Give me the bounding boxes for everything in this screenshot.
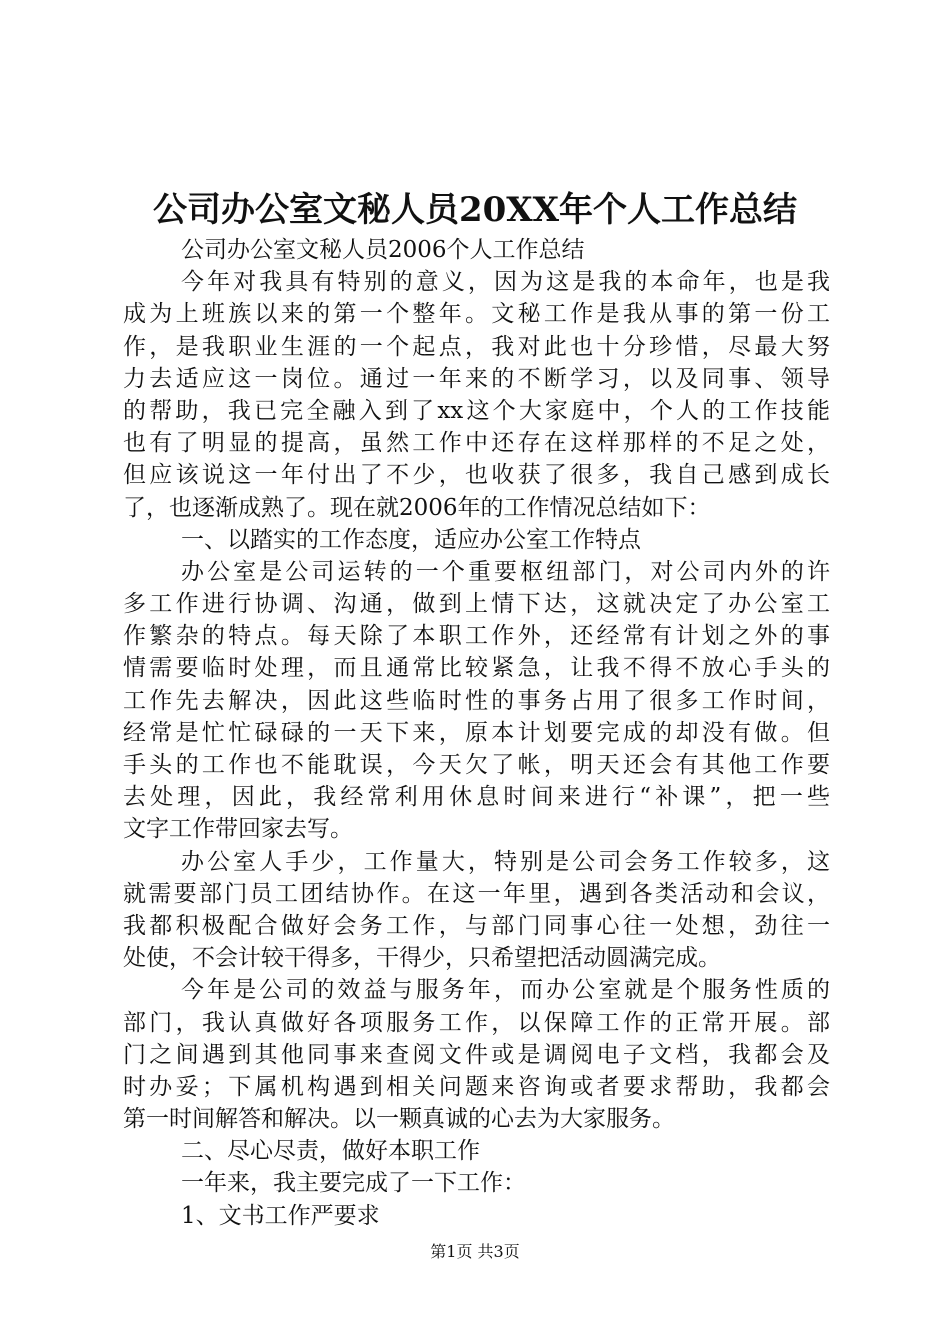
text-line: 的帮助，我已完全融入到了xx这个大家庭中，个人的工作技能 (123, 397, 830, 424)
text-line: 一年来，我主要完成了一下工作： (181, 1170, 526, 1197)
text-line: 门之间遇到其他同事来查阅文件或是调阅电子文档，我都会及 (123, 1041, 830, 1068)
section-heading: 一、以踏实的工作态度，适应办公室工作特点 (181, 526, 641, 553)
text-line: 我都积极配合做好会务工作，与部门同事心往一处想，劲往一 (123, 912, 830, 939)
text-line: 处使，不会计较干得多，干得少，只希望把活动圆满完成。 (123, 945, 721, 972)
page-number: 第1页 共3页 (430, 1242, 520, 1261)
text-line: 去处理，因此，我经常利用休息时间来进行“补课”，把一些 (123, 784, 830, 811)
document-body (123, 234, 830, 1232)
text-line: 部门，我认真做好各项服务工作，以保障工作的正常开展。部 (123, 1009, 830, 1036)
text-line: 经常是忙忙碌碌的一天下来，原本计划要完成的却没有做。但 (123, 719, 830, 746)
text-line: 但应该说这一年付出了不少，也收获了很多，我自己感到成长 (123, 462, 830, 489)
text-line: 作繁杂的特点。每天除了本职工作外，还经常有计划之外的事 (123, 623, 830, 650)
text-line: 今年对我具有特别的意义，因为这是我的本命年，也是我 (181, 269, 830, 296)
section-heading: 二、尽心尽责，做好本职工作 (181, 1138, 480, 1165)
text-line: 力去适应这一岗位。通过一年来的不断学习，以及同事、领导 (123, 365, 830, 392)
text-line: 办公室是公司运转的一个重要枢纽部门，对公司内外的许 (181, 558, 830, 585)
document-title: 公司办公室文秘人员20XX年个人工作总结 (152, 190, 798, 230)
text-line: 今年是公司的效益与服务年，而办公室就是个服务性质的 (181, 977, 830, 1004)
text-line: 手头的工作也不能耽误，今天欠了帐，明天还会有其他工作要 (123, 752, 830, 778)
text-line: 了，也逐渐成熟了。现在就2006年的工作情况总结如下： (123, 494, 711, 521)
text-line: 也有了明显的提高，虽然工作中还存在这样那样的不足之处， (123, 430, 830, 457)
text-line: 文字工作带回家去写。 (123, 816, 353, 843)
text-line: 第一时间解答和解决。以一颗真诚的心去为大家服务。 (123, 1106, 675, 1133)
text-line: 就需要部门员工团结协作。在这一年里，遇到各类活动和会议， (123, 880, 830, 907)
text-line: 成为上班族以来的第一个整年。文秘工作是我从事的第一份工 (123, 301, 830, 328)
text-line: 作，是我职业生涯的一个起点，我对此也十分珍惜，尽最大努 (123, 333, 830, 360)
text-line: 工作先去解决，因此这些临时性的事务占用了很多工作时间， (123, 687, 830, 714)
text-line: 时办妥；下属机构遇到相关问题来咨询或者要求帮助，我都会 (123, 1073, 830, 1100)
text-line: 多工作进行协调、沟通，做到上情下达，这就决定了办公室工 (123, 591, 830, 618)
text-line: 办公室人手少，工作量大，特别是公司会务工作较多，这 (181, 848, 830, 875)
text-line: 公司办公室文秘人员2006个人工作总结 (181, 237, 585, 263)
text-line: 情需要临时处理，而且通常比较紧急，让我不得不放心手头的 (123, 655, 830, 682)
subsection-heading: 1、文书工作严要求 (181, 1202, 380, 1229)
